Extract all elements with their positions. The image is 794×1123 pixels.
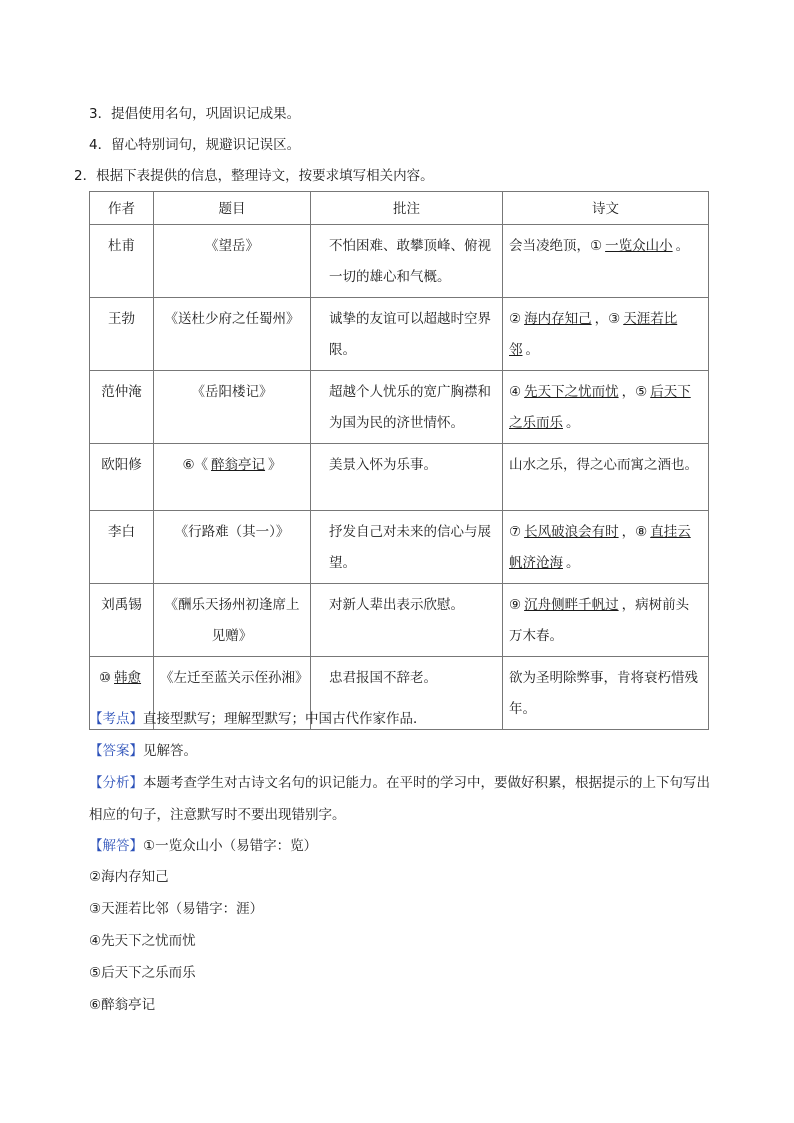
cell-note: 不怕困难、敢攀顶峰、俯视一切的雄心和气概。: [311, 225, 503, 298]
table-header-row: [90, 192, 709, 225]
answer-blank: 海内存知己: [524, 311, 592, 327]
text-fragment: ⑩: [98, 670, 112, 686]
cell-title: 《左迁至蓝关示侄孙湘》: [154, 657, 311, 730]
header-title: 题目: [154, 192, 311, 225]
cell-author: 刘禹锡: [90, 584, 154, 657]
intro-item-3: 3．提倡使用名句，巩固识记成果。: [89, 106, 301, 122]
jieda-item-2: ②海内存知己: [89, 869, 169, 885]
kaodian-text: 直接型默写；理解型默写；中国古代作家作品．: [143, 711, 427, 727]
cell-note: 对新人辈出表示欣慰。: [311, 584, 503, 657]
poem-table-body: [90, 225, 709, 730]
text-fragment: ，⑤: [621, 384, 648, 400]
cell-title: 《望岳》: [154, 225, 311, 298]
cell-title: [154, 444, 311, 511]
text-fragment: 。: [525, 342, 539, 358]
question-heading: [74, 166, 434, 186]
text-fragment: ②: [509, 311, 522, 327]
cell-note: 抒发自己对未来的信心与展望。: [311, 511, 503, 584]
cell-author: 范仲淹: [90, 371, 154, 444]
header-note: 批注: [311, 192, 503, 225]
text-fragment: ⑨: [509, 597, 522, 613]
cell-poem: [503, 298, 709, 371]
cell-note: 超越个人忧乐的宽广胸襟和为国为民的济世情怀。: [311, 371, 503, 444]
jieda-label: 【解答】: [89, 838, 143, 854]
table-row: [90, 444, 709, 511]
fenxi-label: 【分析】: [89, 775, 143, 791]
answer-label: 【答案】: [89, 743, 143, 759]
question-text: 根据下表提供的信息，整理诗文，按要求填写相关内容。: [96, 168, 434, 184]
answer-line: [89, 735, 719, 767]
text-fragment: ，⑧: [621, 524, 648, 540]
text-fragment: 。: [566, 415, 580, 431]
cell-author: 李白: [90, 511, 154, 584]
answer-blank: 沉舟侧畔千帆过: [524, 597, 619, 613]
poem-table: [89, 191, 709, 730]
kaodian-label: 【考点】: [89, 711, 143, 727]
answer-blank: 天涯若比邻: [509, 311, 678, 358]
intro-item-4: 4．留心特别词句，规避识记误区。: [89, 137, 301, 153]
cell-title: 《行路难（其一）》: [154, 511, 311, 584]
cell-author: 王勃: [90, 298, 154, 371]
cell-poem: [503, 444, 709, 511]
cell-title: 《酬乐天扬州初逢席上见赠》: [154, 584, 311, 657]
cell-title: 《岳阳楼记》: [154, 371, 311, 444]
text-fragment: 会当凌绝顶，①: [509, 238, 603, 254]
cell-poem: [503, 225, 709, 298]
cell-poem: [503, 584, 709, 657]
cell-author: 欧阳修: [90, 444, 154, 511]
answer-blank: 醉翁亭记: [211, 457, 266, 473]
text-fragment: ，③: [594, 311, 621, 327]
cell-note: 诚挚的友谊可以超越时空界限。: [311, 298, 503, 371]
cell-poem: [503, 511, 709, 584]
table-row: [90, 511, 709, 584]
kaodian-line: [89, 703, 719, 735]
answer-blank: 韩愈: [114, 670, 142, 686]
table-row: [90, 225, 709, 298]
answer-blank: 后天下之乐而乐: [509, 384, 691, 431]
cell-title: 《送杜少府之任蜀州》: [154, 298, 311, 371]
fenxi-paragraph: [89, 767, 719, 831]
jieda-item-3: ③天涯若比邻（易错字：涯）: [89, 901, 264, 917]
text-fragment: 山水之乐，得之心而寓之酒也。: [509, 457, 698, 473]
jieda-line: [89, 830, 719, 862]
cell-poem: [503, 371, 709, 444]
answer-blank: 先天下之忧而忧: [524, 384, 619, 400]
cell-note: 美景入怀为乐事。: [311, 444, 503, 511]
jieda-item-5: ⑤后天下之乐而乐: [89, 965, 196, 981]
header-poem: 诗文: [503, 192, 709, 225]
text-fragment: 。: [566, 555, 580, 571]
table-row: [90, 298, 709, 371]
jieda-item-4: ④先天下之忧而忧: [89, 933, 196, 949]
table-row: [90, 584, 709, 657]
text-fragment: 。: [675, 238, 690, 254]
text-fragment: ⑦: [509, 524, 522, 540]
answer-text: 见解答。: [143, 743, 197, 759]
answer-blank: 长风破浪会有时: [524, 524, 619, 540]
text-fragment: 》: [268, 457, 282, 473]
header-author: 作者: [90, 192, 154, 225]
jieda-item-1: ①一览众山小（易错字：览）: [143, 838, 318, 854]
cell-author: 杜甫: [90, 225, 154, 298]
table-row: [90, 371, 709, 444]
cell-note: 忠君报国不辞老。: [311, 657, 503, 730]
text-fragment: ④: [509, 384, 522, 400]
text-fragment: ，病树前头万木春。: [509, 597, 690, 644]
question-number: 2．: [74, 168, 97, 184]
text-fragment: ⑥《: [182, 457, 209, 473]
answer-blank: 直挂云帆济沧海: [509, 524, 691, 571]
jieda-item-6: ⑥醉翁亭记: [89, 997, 156, 1013]
text-fragment: 欲为圣明除弊事，肯将衰朽惜残年。: [509, 670, 698, 717]
fenxi-text: 本题考查学生对古诗文名句的识记能力。在平时的学习中，要做好积累，根据提示的上下句写出相应的句子，注意默写时不要出现错别字。: [89, 775, 710, 823]
answer-blank: 一览众山小: [605, 238, 673, 254]
